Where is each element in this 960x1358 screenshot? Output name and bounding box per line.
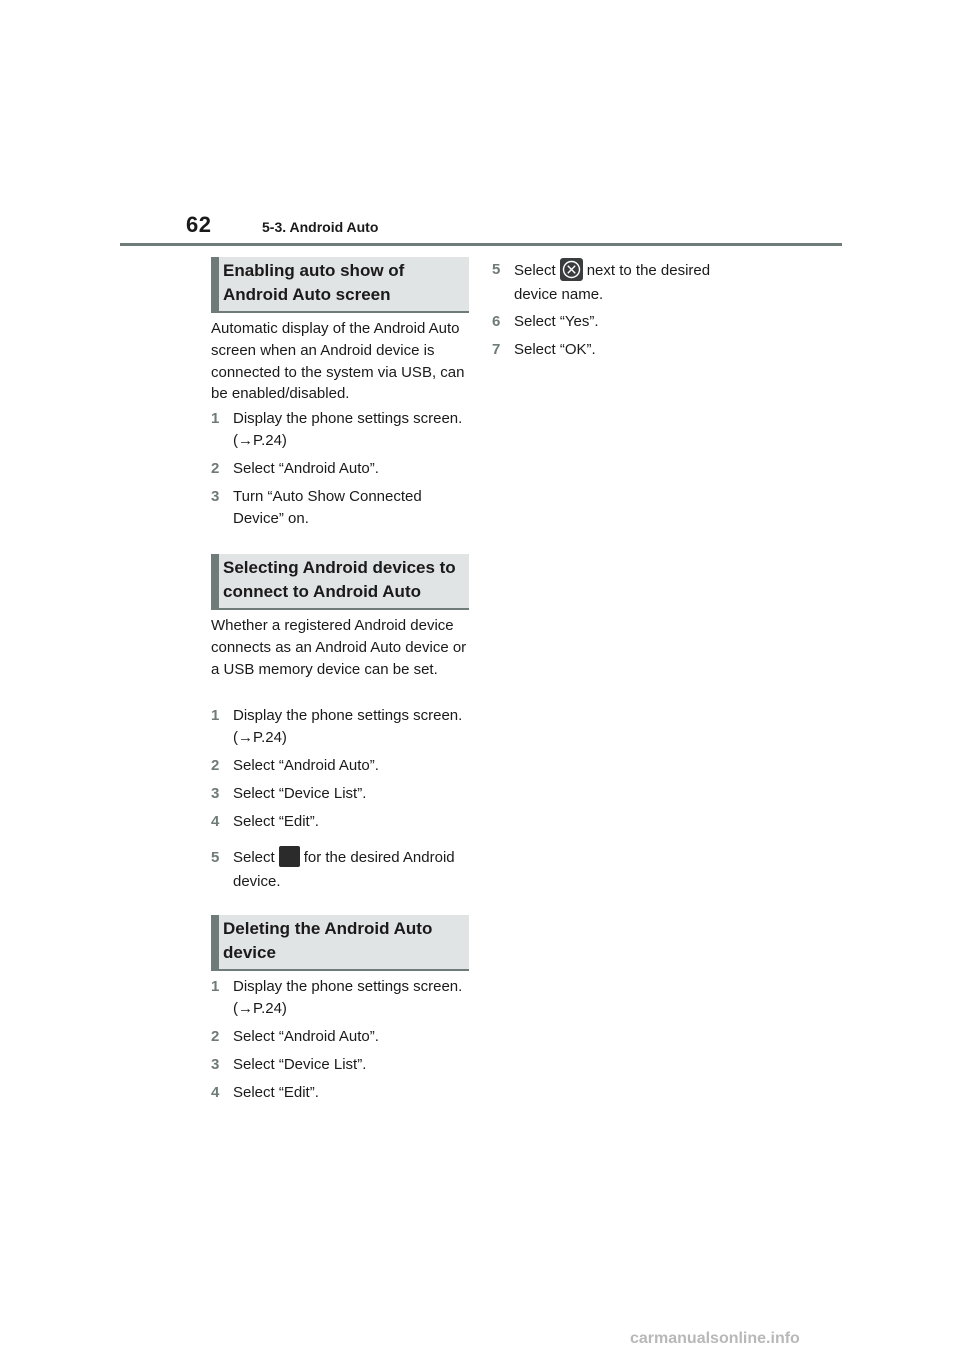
step-number: 7 [492, 341, 501, 358]
page-number: 62 [186, 212, 212, 237]
delete-x-icon [560, 258, 583, 281]
step-text: Display the phone settings screen. (→P.24) [233, 978, 463, 1017]
step-number: 4 [211, 813, 220, 830]
step-text: Select “Android Auto”. [233, 1028, 379, 1045]
step-item [211, 1082, 473, 1104]
section-intro-select-devices: Whether a registered Android device connects as an Android Auto device or a USB memory device can be set. [211, 617, 467, 678]
step-item [211, 976, 473, 1020]
step-item [211, 846, 473, 894]
step-text-before: Select [233, 849, 275, 866]
section-heading-delete-device: Deleting the Android Auto device [211, 915, 469, 971]
header-rule [120, 243, 842, 246]
step-number: 5 [211, 849, 220, 866]
filled-square-icon [279, 846, 300, 867]
step-text-after: for the desired Android device. [233, 849, 455, 890]
step-number: 3 [211, 488, 220, 505]
step-text-before: Select [514, 262, 556, 279]
step-text-after: next to the desired device name. [514, 262, 711, 303]
step-text: Turn “Auto Show Connected Device” on. [233, 488, 422, 527]
step-number: 5 [492, 261, 501, 278]
step-text: Select “Edit”. [233, 1084, 319, 1101]
step-number: 1 [211, 410, 220, 427]
step-item [211, 458, 473, 480]
step-text: Display the phone settings screen. (→P.24) [233, 707, 463, 746]
step-text [514, 258, 754, 307]
step-number: 6 [492, 313, 501, 330]
step-number: 4 [211, 1084, 220, 1101]
step-text: Select “Yes”. [514, 313, 599, 330]
step-item [211, 755, 473, 777]
section-reference: 5-3. Android Auto [262, 219, 379, 235]
step-number: 1 [211, 707, 220, 724]
step-text [233, 846, 473, 894]
watermark: carmanualsonline.info [630, 1330, 800, 1347]
step-number: 2 [211, 1028, 220, 1045]
step-item [211, 783, 473, 805]
step-item [211, 486, 473, 530]
step-text: Select “Device List”. [233, 1056, 367, 1073]
step-item [211, 1026, 473, 1048]
step-item [211, 811, 473, 833]
step-text: Select “Device List”. [233, 785, 367, 802]
step-item [492, 258, 754, 307]
step-number: 2 [211, 460, 220, 477]
step-text: Select “Android Auto”. [233, 757, 379, 774]
step-text: Display the phone settings screen. (→P.24) [233, 410, 463, 449]
step-item [211, 408, 473, 452]
step-item [211, 1054, 473, 1076]
step-text: Select “Android Auto”. [233, 460, 379, 477]
step-text: Select “OK”. [514, 341, 596, 358]
step-number: 3 [211, 1056, 220, 1073]
step-number: 1 [211, 978, 220, 995]
step-item [211, 705, 473, 749]
section-heading-select-devices: Selecting Android devices to connect to Android Auto [211, 554, 469, 610]
step-text: Select “Edit”. [233, 813, 319, 830]
section-heading-auto-show: Enabling auto show of Android Auto screen [211, 257, 469, 313]
step-number: 2 [211, 757, 220, 774]
step-item [492, 339, 754, 361]
step-item [492, 311, 754, 333]
step-number: 3 [211, 785, 220, 802]
section-intro-auto-show: Automatic display of the Android Auto screen when an Android device is connected to the system via USB, can be enabled/disabled. [211, 320, 465, 403]
